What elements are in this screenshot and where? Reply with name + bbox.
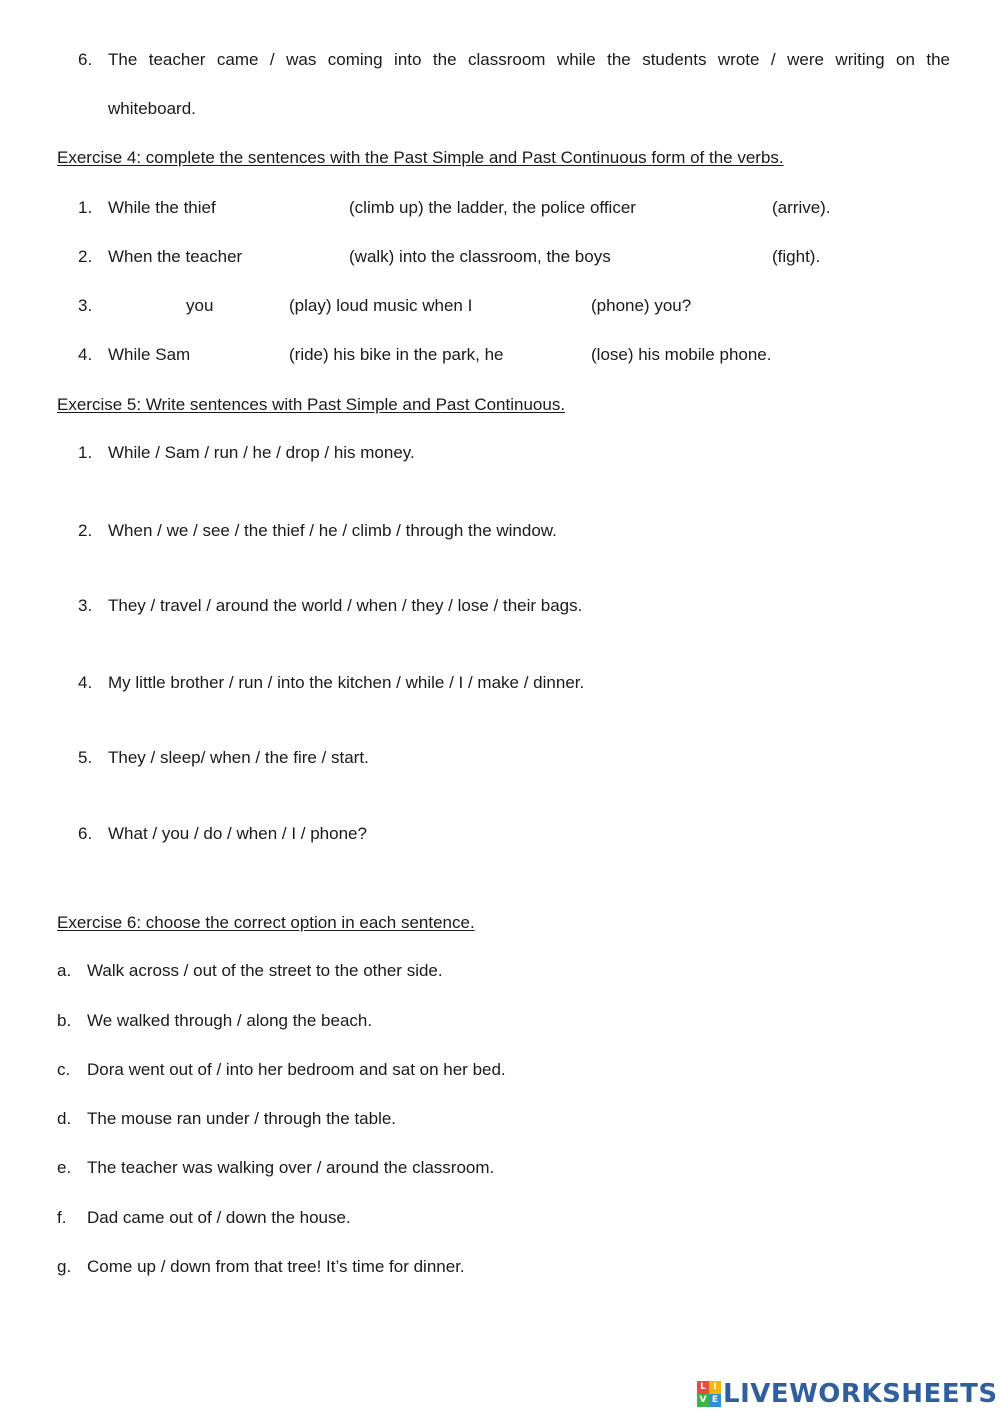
ex5-item-number: 6. — [78, 824, 93, 843]
ex6-item-text: We walked through / along the beach. — [87, 1011, 373, 1030]
ex3-item6-line2: whiteboard. — [108, 99, 196, 118]
ex3-item6-line1: The teacher came / was coming into the classroom while the students wrote / were writing on the — [108, 50, 950, 69]
ex6-item-text: Come up / down from that tree! It’s time for dinner. — [87, 1257, 465, 1276]
liveworksheets-logo-text: LIVEWORKSHEETS — [723, 1379, 998, 1409]
ex4-item-part-c: (lose) his mobile phone. — [591, 345, 772, 364]
ex4-item-part-c: (fight). — [772, 247, 821, 266]
ex4-item-part-b: (ride) his bike in the park, he — [289, 345, 504, 364]
ex4-item-part-c: (phone) you? — [591, 296, 692, 315]
ex5-item-text: They / sleep/ when / the fire / start. — [108, 748, 369, 767]
logo-mark-letter: V — [697, 1394, 709, 1407]
ex5-item-text: My little brother / run / into the kitchen / while / I / make / dinner. — [108, 673, 585, 692]
ex4-heading: Exercise 4: complete the sentences with the Past Simple and Past Continuous form of the verbs. — [57, 148, 784, 167]
ex6-item-letter: f. — [57, 1208, 67, 1227]
logo-mark-letter: L — [697, 1381, 709, 1394]
ex4-item-part-a: While the thief — [108, 198, 216, 217]
ex6-item-letter: c. — [57, 1060, 71, 1079]
ex4-item-number: 1. — [78, 198, 93, 217]
ex5-item-text: While / Sam / run / he / drop / his money. — [108, 443, 415, 462]
ex3-item6-number: 6. — [78, 50, 93, 69]
ex5-item-number: 1. — [78, 443, 93, 462]
ex5-item-text: They / travel / around the world / when / they / lose / their bags. — [108, 596, 583, 615]
ex6-item-letter: a. — [57, 961, 72, 980]
liveworksheets-logo — [697, 1378, 998, 1410]
ex4-item-part-a: While Sam — [108, 345, 191, 364]
logo-mark-letter: I — [709, 1381, 721, 1394]
ex5-item-number: 5. — [78, 748, 93, 767]
ex6-item-text: The mouse ran under / through the table. — [87, 1109, 397, 1128]
ex6-item-letter: g. — [57, 1257, 72, 1276]
ex5-heading: Exercise 5: Write sentences with Past Simple and Past Continuous. — [57, 395, 566, 414]
ex4-item-part-a: you — [186, 296, 214, 315]
ex4-item-part-a: When the teacher — [108, 247, 243, 266]
ex6-item-letter: d. — [57, 1109, 72, 1128]
ex6-item-text: Dora went out of / into her bedroom and sat on her bed. — [87, 1060, 506, 1079]
ex4-item-number: 4. — [78, 345, 93, 364]
ex4-item-part-b: (play) loud music when I — [289, 296, 473, 315]
ex4-item-number: 2. — [78, 247, 93, 266]
liveworksheets-logo-icon — [697, 1381, 721, 1407]
ex4-item-number: 3. — [78, 296, 93, 315]
logo-mark-letter: E — [709, 1394, 721, 1407]
ex5-item-text: When / we / see / the thief / he / climb / through the window. — [108, 521, 557, 540]
ex5-item-number: 3. — [78, 596, 93, 615]
ex4-item-part-c: (arrive). — [772, 198, 831, 217]
ex6-item-text: Walk across / out of the street to the other side. — [87, 961, 443, 980]
ex5-item-number: 2. — [78, 521, 93, 540]
ex6-heading: Exercise 6: choose the correct option in each sentence. — [57, 913, 475, 932]
ex4-item-part-b: (climb up) the ladder, the police officer — [349, 198, 636, 217]
ex6-item-text: Dad came out of / down the house. — [87, 1208, 351, 1227]
ex5-item-text: What / you / do / when / I / phone? — [108, 824, 367, 843]
ex6-item-text: The teacher was walking over / around the classroom. — [87, 1158, 495, 1177]
ex5-item-number: 4. — [78, 673, 93, 692]
ex6-item-letter: e. — [57, 1158, 72, 1177]
ex4-item-part-b: (walk) into the classroom, the boys — [349, 247, 611, 266]
ex6-item-letter: b. — [57, 1011, 72, 1030]
